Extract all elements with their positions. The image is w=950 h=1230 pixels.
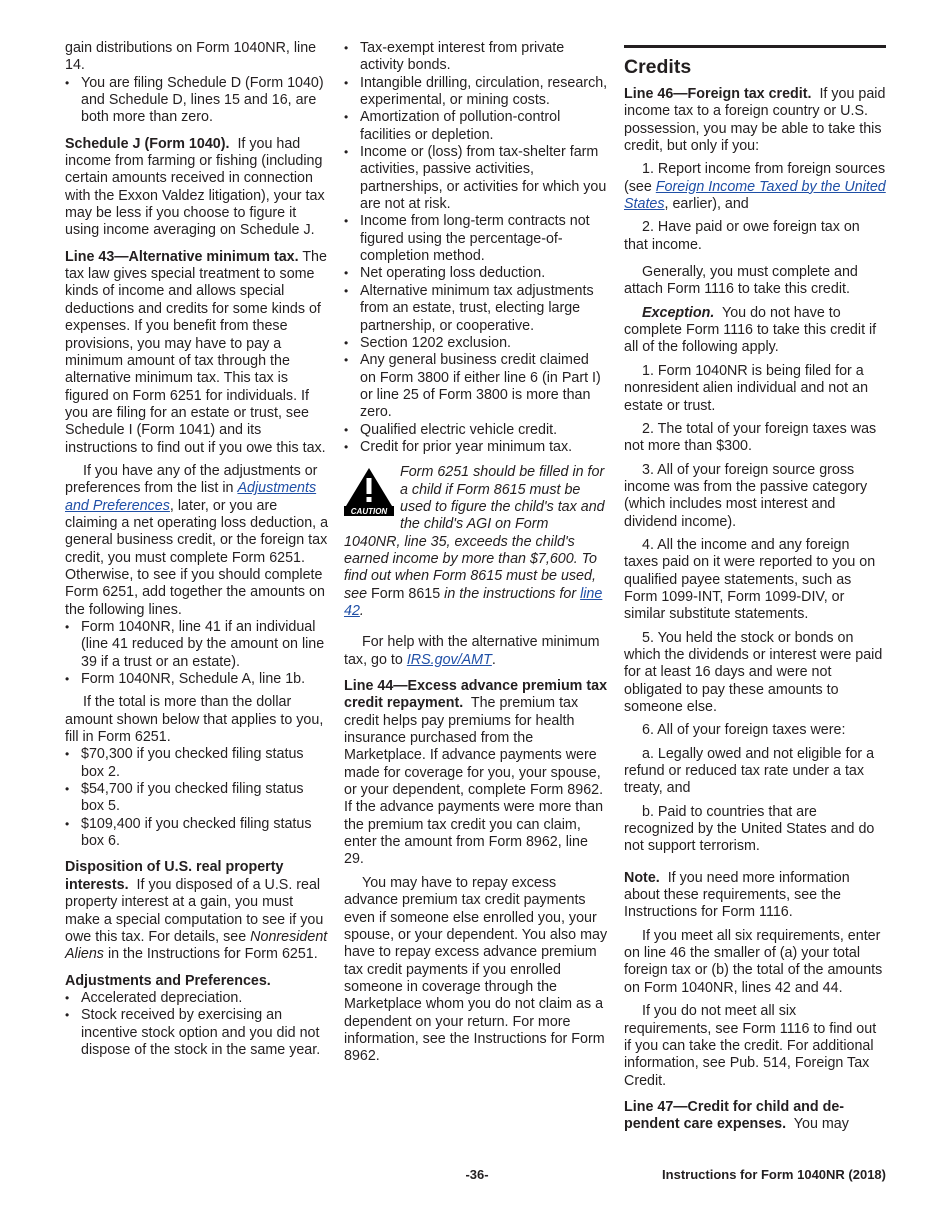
amt-help-paragraph: For help with the alternative minimum tax, go to IRS.gov/AMT. — [344, 634, 600, 668]
line-43-paragraph: Line 43—Alternative minimum tax. The tax law gives special treatment to some kinds of income and allows special deductions and credits for some kinds of expenses. If you benefit from these provisions, you may have to pay a minimum amount of tax through the alternative minimum tax. This tax is figured on Form 6251 for individuals. If you are filing for an estate or trust, see Schedule I (Form 1041) and its instructions to find out if you owe this tax. — [65, 248, 327, 456]
line-42-link[interactable]: line 42 — [344, 585, 603, 619]
exception-item: 4. All the income and any foreign taxes paid on it were reported to you on qualified payee statements, such as Form 1099-INT, Form 1099-DIV, or similar substitute statements. — [624, 536, 876, 623]
form-title: Instructions for Form 1040NR (2018) — [662, 1167, 886, 1182]
not-meet-requirements-paragraph: If you do not meet all six requirements, see Form 1116 to find out if you can take the credit. For additional information, see Pub. 514, Foreign Tax Credit. — [624, 1003, 877, 1089]
irs-amt-link[interactable]: IRS.gov/AMT — [406, 651, 492, 668]
list-item: • Form 1040NR, Schedule A, line 1b. — [65, 671, 306, 688]
amount-bullet-list — [65, 746, 329, 850]
adjustments-and-preferences-link[interactable]: Adjustments and Preferences — [65, 480, 317, 514]
item-1: 1. Report income from foreign sources (see Foreign Income Taxed by the United States, earlier), and — [624, 161, 886, 213]
list-item: • Net operating loss deduction. — [344, 265, 546, 282]
disposition-heading: Disposition of U.S. real property interests. — [65, 859, 284, 893]
line-46-heading: Line 46—Foreign tax credit. — [624, 86, 812, 102]
list-item: • $70,300 if you checked filing status box 2. — [65, 746, 304, 780]
adjustments-preferences-heading: Adjustments and Preferences. — [65, 972, 271, 989]
section-rule — [624, 45, 886, 48]
repay-paragraph: You may have to repay excess advance premium tax credit payments even if someone else enrolled you, your spouse, or your dependent. You also may have to repay excess advance premium tax credit payments if you enrolled someone in coverage through the Marketplace whom you do not claim as a dependent on your return. For more information, see the Instructions for Form 8962. — [344, 874, 608, 1065]
exception-item: 6. All of your foreign taxes were: — [642, 722, 846, 739]
list-item: • Accelerated depreciation. — [65, 989, 243, 1006]
list-item: • Alternative minimum tax adjustments from an estate, trust, electing large partnership, or cooperative. — [344, 282, 594, 334]
credits-title: Credits — [624, 56, 692, 78]
exception-item: 2. The total of your foreign taxes was not more than $300. — [624, 420, 877, 455]
list-item: • Amortization of pollution-control facilities or depletion. — [344, 109, 561, 143]
list-item: • Section 1202 exclusion. — [344, 334, 512, 351]
list-item: • Income or (loss) from tax-shelter farm activities, passive activities, partnerships, or activities for which you are not at risk. — [344, 144, 607, 213]
caution-box: CAUTION Form 6251 should be filled in for a child if Form 8615 must be used to figure the child's tax and the child's AGI on Form 1040NR, line 35, exceeds the child's earned income by more than $7,600. To find out when Form 8615 must be used, see Form 8615 in the instructions for line 42. — [344, 464, 605, 619]
continued-text: gain distributions on Form 1040NR, line 14. — [65, 40, 317, 74]
preferences-bullet-list — [344, 40, 608, 456]
list-item: • Qualified electric vehicle credit. — [344, 421, 558, 438]
list-item: • Form 1040NR, line 41 if an individual (line 41 reduced by the amount on line 39 if a trust or an estate). — [65, 619, 325, 670]
line-43-heading: Line 43—Alternative minimum tax. — [65, 248, 299, 265]
line-46-paragraph: Line 46—Foreign tax credit. If you paid income tax to a foreign country or U.S. possession, you may be able to take this credit, but only if you: — [624, 86, 886, 155]
list-item: • $54,700 if you checked filing status box 5. — [65, 781, 304, 815]
generally-paragraph: Generally, you must complete and attach Form 1116 to take this credit. — [624, 264, 858, 298]
list-item: • $109,400 if you checked filing status box 6. — [65, 815, 312, 850]
adjustments-bullet-list — [65, 990, 329, 1059]
page-number: -36- — [465, 1167, 489, 1182]
item-2: 2. Have paid or owe foreign tax on that income. — [624, 219, 860, 253]
list-item: • You are filing Schedule D (Form 1040) and Schedule D, lines 15 and 16, are both more than zero. — [65, 74, 324, 126]
schedule-j-heading: Schedule J (Form 1040). — [65, 135, 230, 152]
exception-item: b. Paid to countries that are recognized by the United States and do not support terrorism. — [624, 803, 875, 855]
list-item: • Income from long-term contracts not figured using the percentage-of-completion method. — [344, 213, 590, 265]
sched-d-bullet-list — [65, 75, 329, 127]
exception-item: a. Legally owed and not eligible for a refund or reduced tax rate under a tax treaty, and — [624, 745, 875, 797]
line-44-heading: Line 44—Excess advance premium tax credit repayment. — [344, 678, 608, 712]
total-paragraph: If the total is more than the dollar amount shown below that applies to you, fill in Form 6251. — [65, 694, 324, 746]
list-item: • Tax-exempt interest from private activity bonds. — [344, 40, 565, 74]
exception-paragraph: Exception. You do not have to complete Form 1116 to take this credit if all of the following apply. — [624, 304, 877, 356]
foreign-income-link[interactable]: Foreign Income Taxed by the United States — [624, 178, 886, 213]
list-item: • Intangible drilling, circulation, research, experimental, or mining costs. — [344, 74, 608, 109]
exception-item: 5. You held the stock or bonds on which the dividends or interest were paid for at least 16 days and were not obligated to pay these amounts to someone else. — [624, 629, 883, 715]
meet-requirements-paragraph: If you meet all six requirements, enter on line 46 the smaller of (a) your total foreign tax or (b) the total of the amounts on Form 1040NR, lines 42 and 44. — [624, 927, 883, 996]
line-47-paragraph: Line 47—Credit for child and de-pendent care expenses. You may — [624, 1098, 849, 1133]
column-3 — [624, 40, 886, 1140]
list-item: • Any general business credit claimed on Form 3800 if either line 6 (in Part I) or line 25 of Form 3800 is more than zero. — [344, 352, 601, 421]
line-47-heading: Line 47—Credit for child and de-pendent care expenses. — [624, 1098, 845, 1133]
column-1 — [65, 40, 329, 1065]
exception-item: 1. Form 1040NR is being filed for a nonresident alien individual and not an estate or trust. — [624, 362, 869, 414]
note-paragraph: Note. If you need more information about these requirements, see the Instructions for Form 1116. — [624, 869, 850, 921]
disposition-paragraph: Disposition of U.S. real property interests. If you disposed of a U.S. real property interest at a gain, you must make a special computation to see if you owe this tax. For details, see Nonresident Aliens in the Instructions for Form 6251. — [65, 859, 328, 963]
adjustments-paragraph: If you have any of the adjustments or preferences from the list in Adjustments and Preferences, later, or you are claiming a net operating loss deduction, a general business credit, or the foreign tax credit, you must complete Form 6251. Otherwise, to see if you should complete Form 6251, add together the amounts on the following lines. — [65, 462, 329, 618]
list-item: • Stock received by exercising an incentive stock option and you did not dispose of the stock in the same year. — [65, 1007, 321, 1058]
column-2 — [344, 40, 608, 1072]
add-lines-bullet-list — [65, 619, 329, 688]
list-item: • Credit for prior year minimum tax. — [344, 438, 573, 455]
exception-item: 3. All of your foreign source gross income was from the passive category (which includes most interest and dividend income). — [624, 461, 868, 530]
caution-label: CAUTION — [350, 507, 388, 517]
line-44-paragraph: Line 44—Excess advance premium tax credit repayment. The premium tax credit helps pay premiums for health insurance purchased from the Marketplace. If advance payments were made for coverage for you, your spouse, or your dependent, complete Form 8962. If the advance payments were more than the premium tax credit you can claim, enter the amount from Form 8962, line 29. — [344, 678, 608, 868]
exception-heading: Exception. — [642, 304, 715, 321]
schedule-j-paragraph: Schedule J (Form 1040). If you had income from farming or fishing (including certain amounts received in connection with the Exxon Valdez litigation), your tax may be less if you choose to figure it using income averaging on Schedule J. — [65, 135, 325, 239]
caution-icon — [344, 466, 394, 516]
note-heading: Note. — [624, 869, 660, 886]
